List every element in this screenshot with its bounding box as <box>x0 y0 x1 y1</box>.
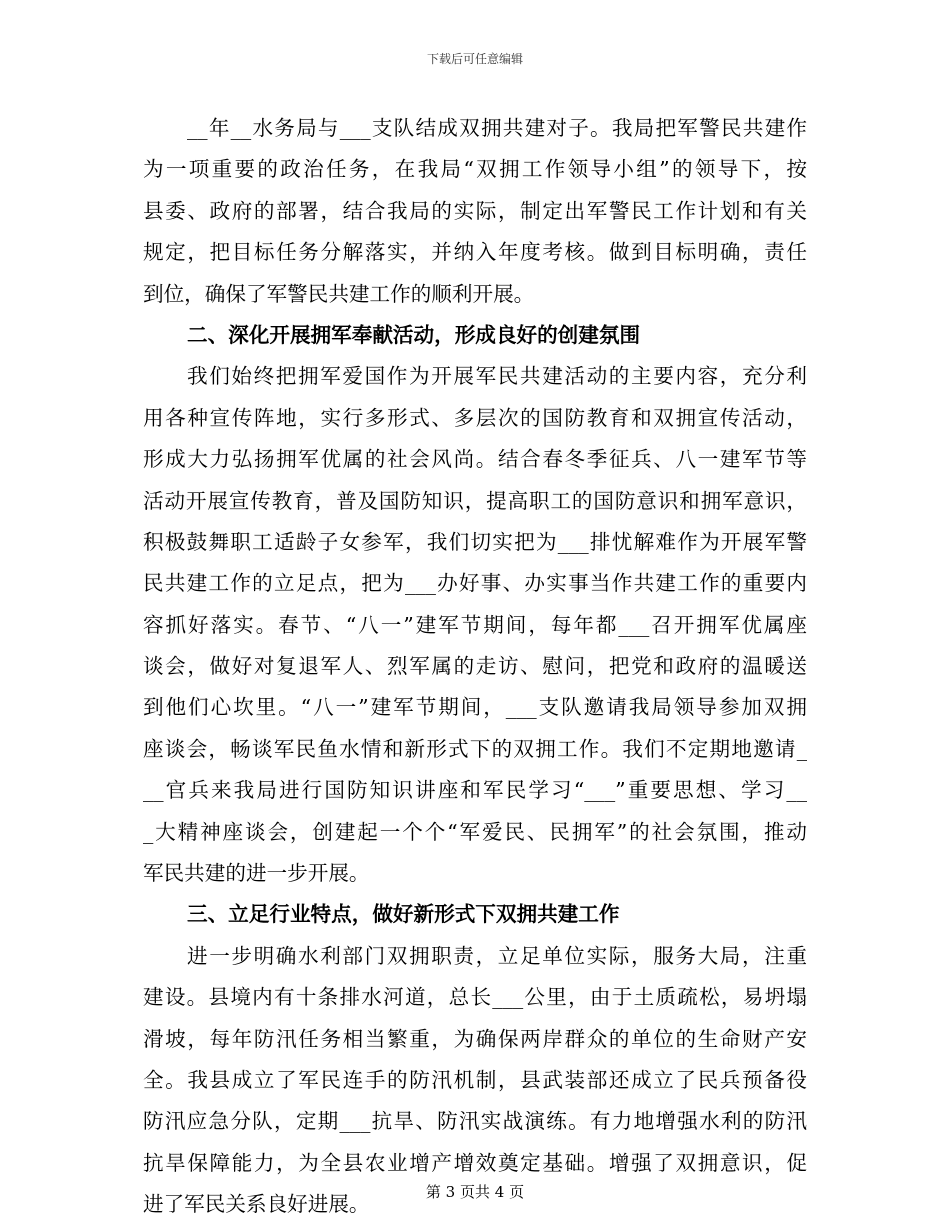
paragraph-line: 为一项重要的政治任务，在我局“双拥工作领导小组”的领导下，按 <box>143 157 807 182</box>
paragraph-line: 我们始终把拥军爱国作为开展军民共建活动的主要内容，充分利 <box>187 364 807 389</box>
paragraph-line: 民共建工作的立足点，把为___办好事、办实事当作共建工作的重要内 <box>143 571 807 596</box>
paragraph-line: 用各种宣传阵地，实行多形式、多层次的国防教育和双拥宣传活动， <box>143 405 807 430</box>
paragraph-line: 到位，确保了军警民共建工作的顺利开展。 <box>143 281 535 306</box>
paragraph-line: 容抓好落实。春节、“八一”建军节期间，每年都___召开拥军优属座 <box>143 612 807 637</box>
paragraph-line: 活动开展宣传教育，普及国防知识，提高职工的国防意识和拥军意识， <box>143 488 807 513</box>
paragraph-line: 到他们心坎里。“八一”建军节期间，___支队邀请我局领导参加双拥 <box>143 695 807 720</box>
paragraph-line: 建设。县境内有十条排水河道，总长___公里，由于土质疏松，易坍塌 <box>143 985 807 1010</box>
section-heading-3: 三、立足行业特点，做好新形式下双拥共建工作 <box>187 902 620 927</box>
section-heading-2: 二、深化开展拥军奉献活动，形成良好的创建氛围 <box>187 322 641 347</box>
page-number: 第 3 页共 4 页 <box>425 1183 525 1201</box>
paragraph-line: 滑坡，每年防汛任务相当繁重，为确保两岸群众的单位的生命财产安 <box>143 1026 807 1051</box>
page-header: 下载后可任意编辑 <box>426 52 523 66</box>
paragraph-line: 军民共建的进一步开展。 <box>143 861 370 886</box>
paragraph-line: 抗旱保障能力，为全县农业增产增效奠定基础。增强了双拥意识，促 <box>143 1150 807 1175</box>
paragraph-line: 全。我县成立了军民连手的防汛机制，县武装部还成立了民兵预备役 <box>143 1067 807 1092</box>
paragraph-line: 进一步明确水利部门双拥职责，立足单位实际，服务大局，注重 <box>187 943 807 968</box>
paragraph-line: 防汛应急分队，定期___抗旱、防汛实战演练。有力地增强水利的防汛 <box>143 1109 807 1134</box>
paragraph-line: 形成大力弘扬拥军优属的社会风尚。结合春冬季征兵、八一建军节等 <box>143 447 807 472</box>
paragraph-line: 谈会，做好对复退军人、烈军属的走访、慰问，把党和政府的温暖送 <box>143 654 807 679</box>
paragraph-line: __年__水务局与___支队结成双拥共建对子。我局把军警民共建作 <box>187 116 807 140</box>
paragraph-line: 规定，把目标任务分解落实，并纳入年度考核。做到目标明确，责任 <box>143 240 807 265</box>
paragraph-line: 县委、政府的部署，结合我局的实际，制定出军警民工作计划和有关 <box>143 198 807 223</box>
paragraph-line: 积极鼓舞职工适龄子女参军，我们切实把为___排忧解难作为开展军警 <box>143 529 807 554</box>
paragraph-line: 座谈会，畅谈军民鱼水情和新形式下的双拥工作。我们不定期地邀请_ <box>143 736 807 761</box>
paragraph-line: 进了军民关系良好进展。 <box>143 1192 370 1217</box>
paragraph-line: _大精神座谈会，创建起一个个“军爱民、民拥军”的社会氛围，推动 <box>143 819 807 844</box>
document-body <box>143 108 807 1226</box>
paragraph-line: __官兵来我局进行国防知识讲座和军民学习“___”重要思想、学习__ <box>143 778 807 803</box>
